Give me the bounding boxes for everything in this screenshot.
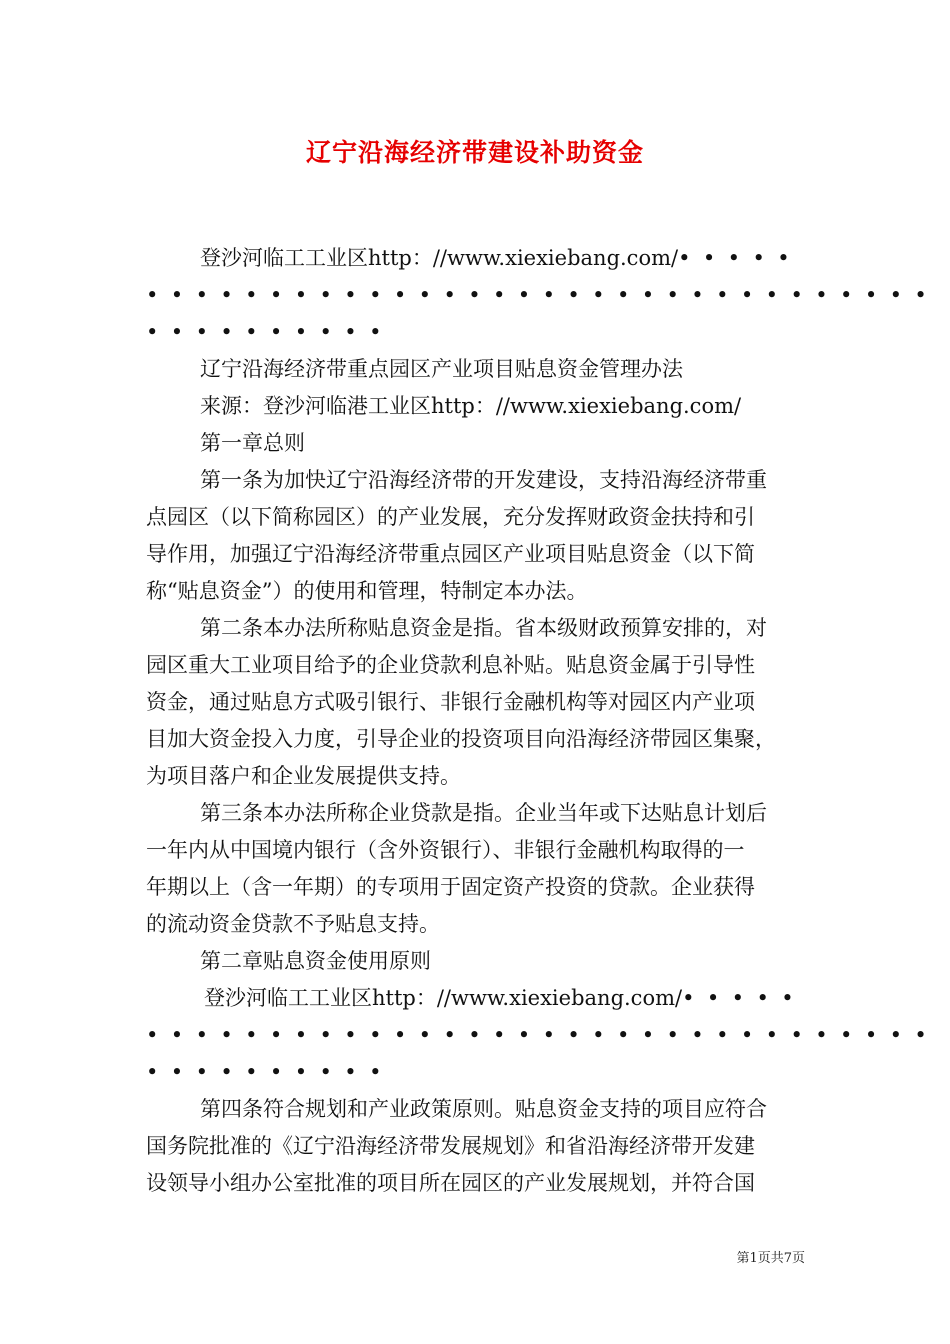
paragraph-line: 的流动资金贷款不予贴息支持。	[146, 912, 440, 936]
paragraph-line: 设领导小组办公室批准的项目所在园区的产业发展规划，并符合国	[146, 1171, 755, 1195]
watermark-line	[146, 240, 818, 277]
paragraph-line: 称“贴息资金”）的使用和管理，特制定本办法。	[146, 579, 588, 603]
paragraph-line: 目加大资金投入力度，引导企业的投资项目向沿海经济带园区集聚，	[146, 727, 776, 751]
paragraph-line: 点园区（以下简称园区）的产业发展，充分发挥财政资金扶持和引	[146, 505, 755, 529]
dots-row: ••••••••••••••••••••••••••••••••	[146, 283, 940, 307]
paragraph-line: 第一条为加快辽宁沿海经济带的开发建设，支持沿海经济带重	[200, 468, 767, 492]
chapter-heading: 第二章贴息资金使用原则	[200, 949, 431, 973]
watermark-line	[146, 980, 818, 1017]
document-title: 辽宁沿海经济带建设补助资金	[305, 138, 644, 167]
paragraph-line: 园区重大工业项目给予的企业贷款利息补贴。贴息资金属于引导性	[146, 653, 755, 677]
paragraph-line: 国务院批准的《辽宁沿海经济带发展规划》和省沿海经济带开发建	[146, 1134, 755, 1158]
dots-row: ••••••••••	[146, 320, 394, 344]
measures-heading: 辽宁沿海经济带重点园区产业项目贴息资金管理办法	[200, 357, 683, 381]
paragraph-line: 第二条本办法所称贴息资金是指。省本级财政预算安排的，对	[200, 616, 767, 640]
dots-row: ••••••••••••••••••••••••••••••••	[146, 1023, 940, 1047]
dots-row: ••••••••••	[146, 1060, 394, 1084]
chapter-heading: 第一章总则	[200, 431, 305, 455]
paragraph-line: 第四条符合规划和产业政策原则。贴息资金支持的项目应符合	[200, 1097, 767, 1121]
paragraph-line: 导作用，加强辽宁沿海经济带重点园区产业项目贴息资金（以下简	[146, 542, 755, 566]
paragraph-line: 第三条本办法所称企业贷款是指。企业当年或下达贴息计划后	[200, 801, 767, 825]
paragraph-line: 资金，通过贴息方式吸引银行、非银行金融机构等对园区内产业项	[146, 690, 755, 714]
source-line: 来源：登沙河临港工业区http：//www.xiexiebang.com/	[200, 394, 742, 418]
paragraph-line: 一年内从中国境内银行（含外资银行）、非银行金融机构取得的一	[146, 838, 745, 862]
watermark-text: 登沙河临工工业区http：//www.xiexiebang.com/	[200, 246, 679, 270]
watermark-text: 登沙河临工工业区http：//www.xiexiebang.com/	[204, 986, 683, 1010]
paragraph-line: 为项目落户和企业发展提供支持。	[146, 764, 461, 788]
dots-row: •••••	[678, 246, 803, 270]
page-indicator: 第1页共7页	[736, 1251, 805, 1266]
dots-row: •••••	[682, 986, 807, 1010]
paragraph-line: 年期以上（含一年期）的专项用于固定资产投资的贷款。企业获得	[146, 875, 755, 899]
document-body	[146, 240, 940, 1202]
